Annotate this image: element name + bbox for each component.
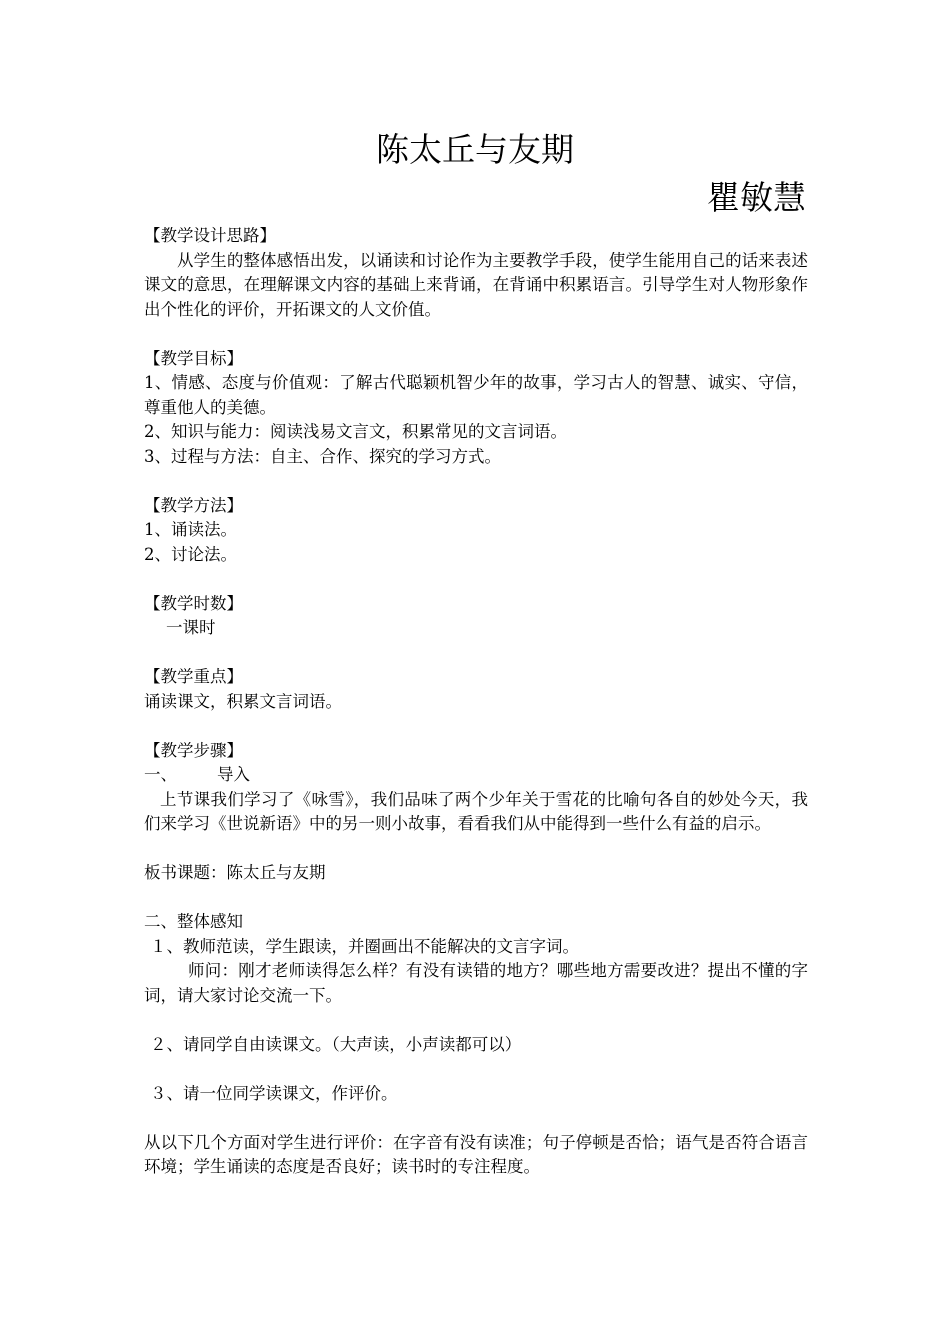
section-heading-steps: 【教学步骤】 xyxy=(144,740,243,760)
evaluation-paragraph: 从以下几个方面对学生进行评价：在字音有没有读准；句子停顿是否恰；语气是否符合语言环境；学生诵读的态度是否良好；读书时的专注程度。 xyxy=(144,1132,808,1176)
section-heading-design: 【教学设计思路】 xyxy=(144,226,276,245)
design-paragraph: 从学生的整体感悟出发，以诵读和讨论作为主要教学手段，使学生能用自己的话来表述课文的意思，在理解课文内容的基础上来背诵，在背诵中积累语言。引导学生对人物形象作出个性化的评价，开拓课文的人文价值。 xyxy=(144,250,808,319)
document-body xyxy=(144,224,808,1180)
section-heading-hours: 【教学时数】 xyxy=(144,593,243,613)
spacer xyxy=(144,641,808,666)
section-heading-goals: 【教学目标】 xyxy=(144,348,243,368)
document-title: 陈太丘与友期 xyxy=(376,130,574,169)
spacer xyxy=(144,322,808,347)
method-item-1: 1、诵读法。 xyxy=(144,520,237,539)
spacer xyxy=(144,567,808,592)
author-name: 瞿敏慧 xyxy=(707,178,806,217)
spacer xyxy=(144,1106,808,1131)
substep-2: ２、请同学自由读课文。（大声读，小声读都可以） xyxy=(150,1034,522,1054)
step-1-title: 导入 xyxy=(217,765,250,784)
method-item-2: 2、讨论法。 xyxy=(144,544,237,564)
section-heading-methods: 【教学方法】 xyxy=(144,495,243,515)
spacer xyxy=(144,714,808,739)
goal-item-2: 2、知识与能力：阅读浅易文言文，积累常见的文言词语。 xyxy=(144,422,567,441)
spacer xyxy=(144,886,808,911)
teacher-question: 师问：刚才老师读得怎么样？有没有读错的地方？哪些地方需要改进？提出不懂的字词，请大家讨论交流一下。 xyxy=(144,961,808,1005)
spacer xyxy=(144,1057,808,1082)
step-1-number: 一、 xyxy=(144,765,177,784)
intro-paragraph: 上节课我们学习了《咏雪》，我们品味了两个少年关于雪花的比喻句各自的妙处今天，我们来学习《世说新语》中的另一则小故事，看看我们从中能得到一些什么有益的启示。 xyxy=(144,789,808,833)
spacer xyxy=(144,469,808,494)
hours-text: 一课时 xyxy=(166,618,216,637)
substep-3: ３、请一位同学读课文，作评价。 xyxy=(150,1083,398,1103)
step-1-heading xyxy=(144,763,808,788)
goal-item-1: 1、情感、态度与价值观：了解古代聪颖机智少年的故事，学习古人的智慧、诚实、守信，尊重他人的美德。 xyxy=(144,373,808,417)
step-2-heading: 二、整体感知 xyxy=(144,912,243,931)
focus-text: 诵读课文，积累文言词语。 xyxy=(144,691,342,711)
spacer xyxy=(144,1008,808,1033)
board-title-line: 板书课题：陈太丘与友期 xyxy=(144,863,326,882)
goal-item-3: 3、过程与方法：自主、合作、探究的学习方式。 xyxy=(144,446,501,466)
spacer xyxy=(144,837,808,862)
section-heading-focus: 【教学重点】 xyxy=(144,667,243,686)
substep-1: １、教师范读，学生跟读，并圈画出不能解决的文言字词。 xyxy=(150,936,579,956)
